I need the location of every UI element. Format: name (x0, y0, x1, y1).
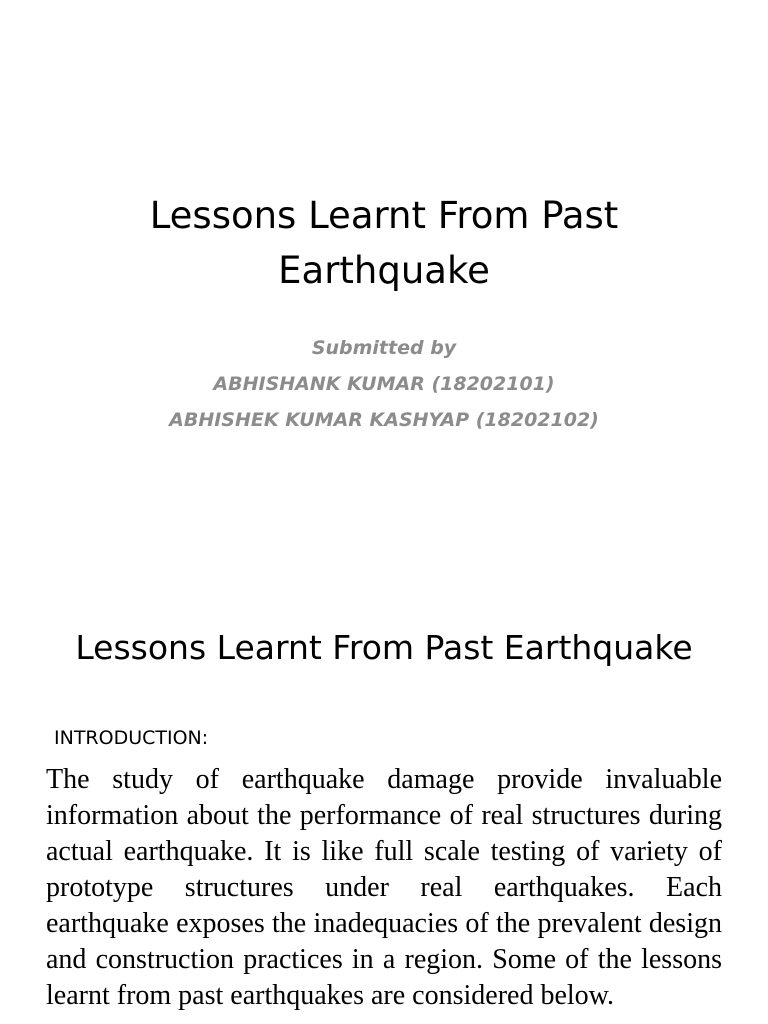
slide-title: Lessons Learnt From Past Earthquake (75, 628, 693, 667)
subtitle-block (0, 330, 768, 438)
author-2: ABHISHEK KUMAR KASHYAP (18202102) (169, 409, 599, 431)
title-line-1: Lessons Learnt From Past (149, 194, 619, 237)
submitted-by-label: Submitted by (311, 337, 457, 359)
introduction-paragraph: The study of earthquake damage provide invaluable information about the performance of real structures during actual earthquake. It is like full scale testing of variety of prototype structures under real earthquakes. Each earthquake exposes the inadequacies of the prevalent design and construction practices in a region. Some of the lessons learnt from past earthquakes are considered below. (46, 764, 722, 1011)
author-1: ABHISHANK KUMAR (18202101) (213, 373, 555, 395)
content-slide (0, 576, 768, 1024)
presentation-title (0, 188, 768, 298)
title-line-2: Earthquake (278, 249, 490, 292)
introduction-label: INTRODUCTION: (54, 727, 209, 749)
